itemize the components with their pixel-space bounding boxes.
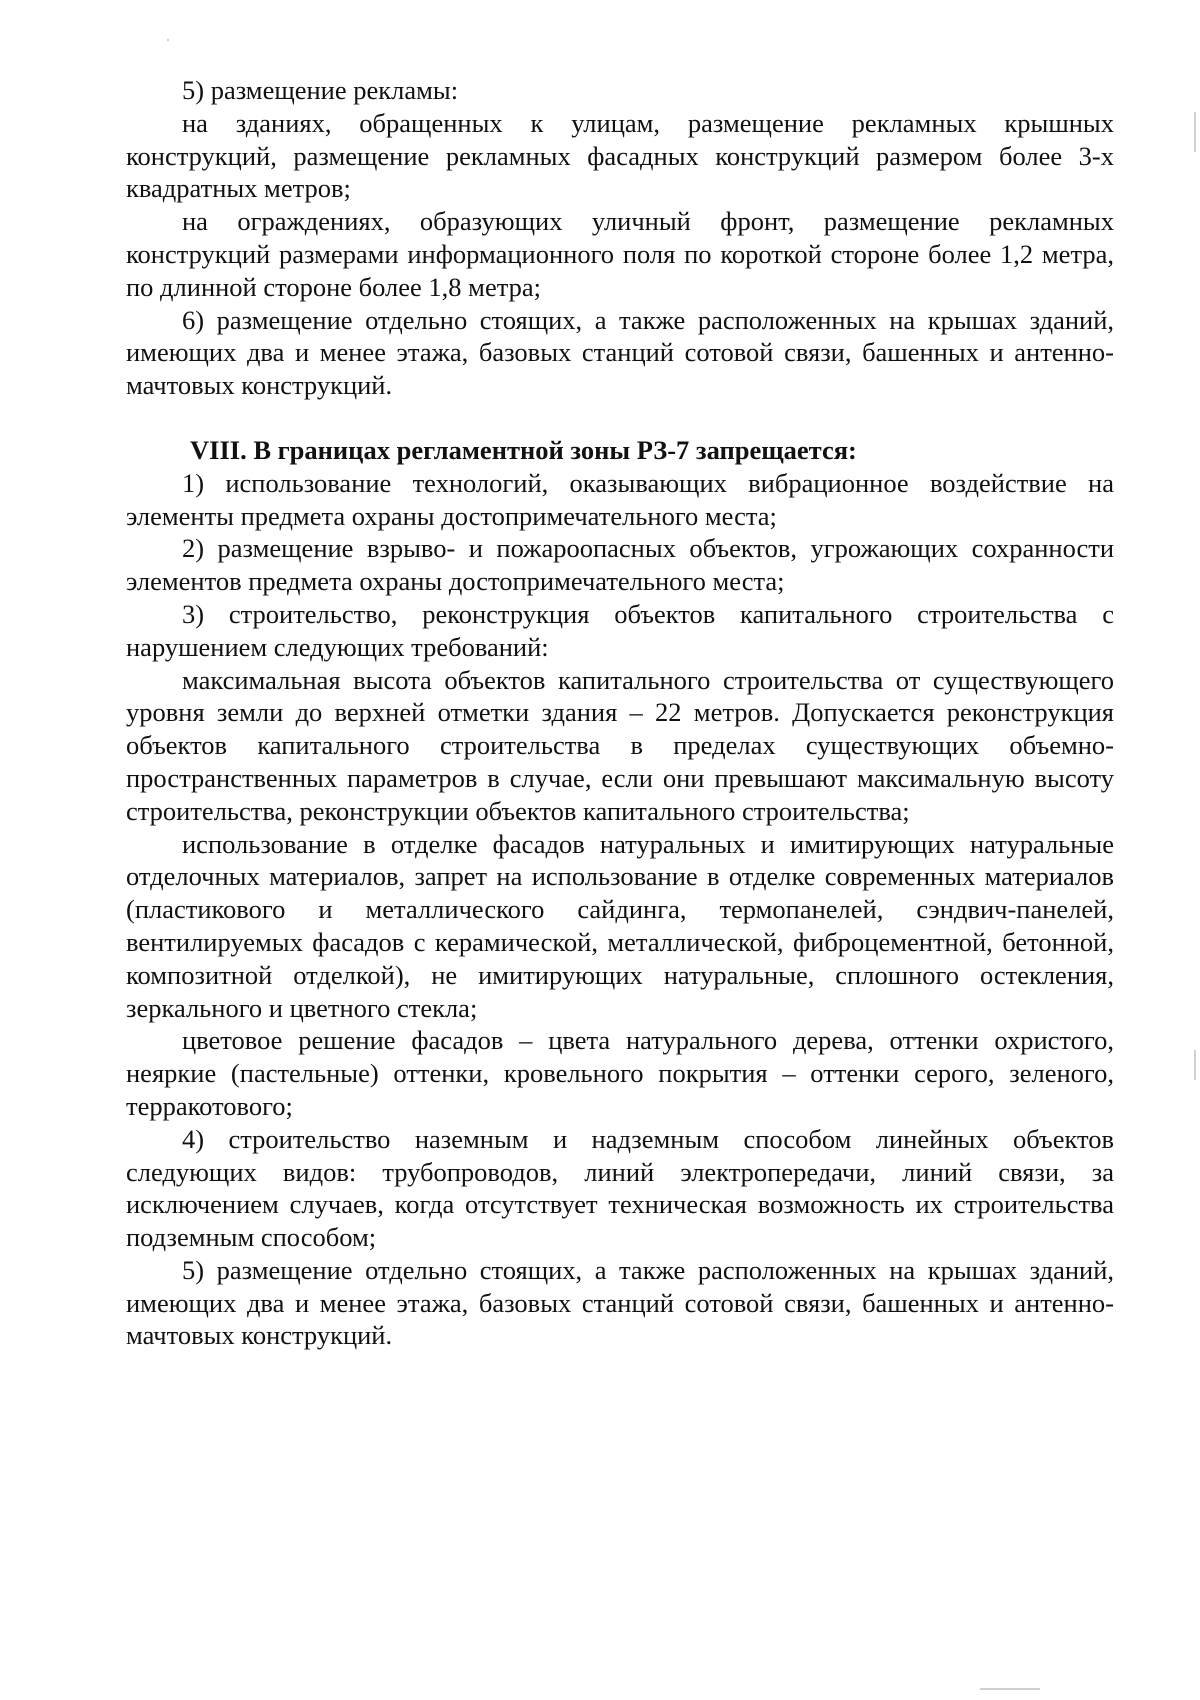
paragraph-s8-item3-colors: цветовое решение фасадов – цвета натурального дерева, оттенки охристого, неяркие (пастельные) оттенки, кровельного покрытия – оттенки серого, зеленого, терракотового; bbox=[126, 1025, 1114, 1121]
paragraph-s8-item5: 5) размещение отдельно стоящих, а также расположенных на крышах зданий, имеющих два и менее этажа, базовых станций сотовой связи, башенных и антенно- мачтовых конструкций. bbox=[126, 1254, 1114, 1351]
scan-speck bbox=[167, 39, 169, 41]
paragraph-s8-item3-materials: использование в отделке фасадов натуральных и имитирующих натуральные отделочных материалов, запрет на использование в отделке современных материалов (пластикового и металлического сайдинга, термопанелей, сэндвич-панелей, вентилируемых фасадов с керамической, металлической, фиброцементной, бетонной, композитной отделкой), не имитирующих натуральные, сплошного остекления, зеркального и цветного стекла; bbox=[126, 828, 1114, 1023]
paragraph-gap bbox=[126, 402, 1114, 434]
scan-edge-mark bbox=[1194, 1050, 1196, 1080]
paragraph-s8-item3: 3) строительство, реконструкция объектов капитального строительства с нарушением следующих требований: bbox=[126, 598, 1114, 662]
paragraph-item5-fences: на ограждениях, образующих уличный фронт, размещение рекламных конструкций размерами информационного поля по короткой стороне более 1,2 метра, по длинной стороне более 1,8 метра; bbox=[126, 206, 1114, 302]
paragraph-item5-title: 5) размещение рекламы: bbox=[182, 75, 459, 105]
paragraph-s8-item4: 4) строительство наземным и надземным способом линейных объектов следующих видов: трубопроводов, линий электропередачи, линий связи, за исключением случаев, когда отсутствует техническая возможность их строительства подземным способом; bbox=[126, 1123, 1114, 1253]
paragraph-s8-item1: 1) использование технологий, оказывающих вибрационное воздействие на элементы предмета охраны достопримечательного места; bbox=[126, 467, 1114, 531]
scan-edge-mark bbox=[1194, 112, 1196, 152]
paragraph-item6: 6) размещение отдельно стоящих, а также расположенных на крышах зданий, имеющих два и менее этажа, базовых станций сотовой связи, башенных и антенно- мачтовых конструкций. bbox=[126, 304, 1114, 401]
paragraph-item5-buildings: на зданиях, обращенных к улицам, размещение рекламных крышных конструкций, размещение рекламных фасадных конструкций размером более 3-х квадратных метров; bbox=[126, 107, 1114, 204]
section-heading: VIII. В границах регламентной зоны РЗ-7 запрещается: bbox=[190, 434, 857, 465]
paragraph-s8-item3-height: максимальная высота объектов капитального строительства от существующего уровня земли до верхней отметки здания – 22 метров. Допускается реконструкция объектов капитального строительства в пределах существующих объемно-пространственных параметров в случае, если они превышают максимальную высоту строительства, реконструкции объектов капитального строительства; bbox=[126, 664, 1114, 826]
scan-bottom-mark bbox=[980, 1688, 1040, 1690]
document-body bbox=[126, 74, 1114, 1352]
paragraph-s8-item2: 2) размещение взрыво- и пожароопасных объектов, угрожающих сохранности элементов предмета охраны достопримечательного места; bbox=[126, 533, 1114, 597]
